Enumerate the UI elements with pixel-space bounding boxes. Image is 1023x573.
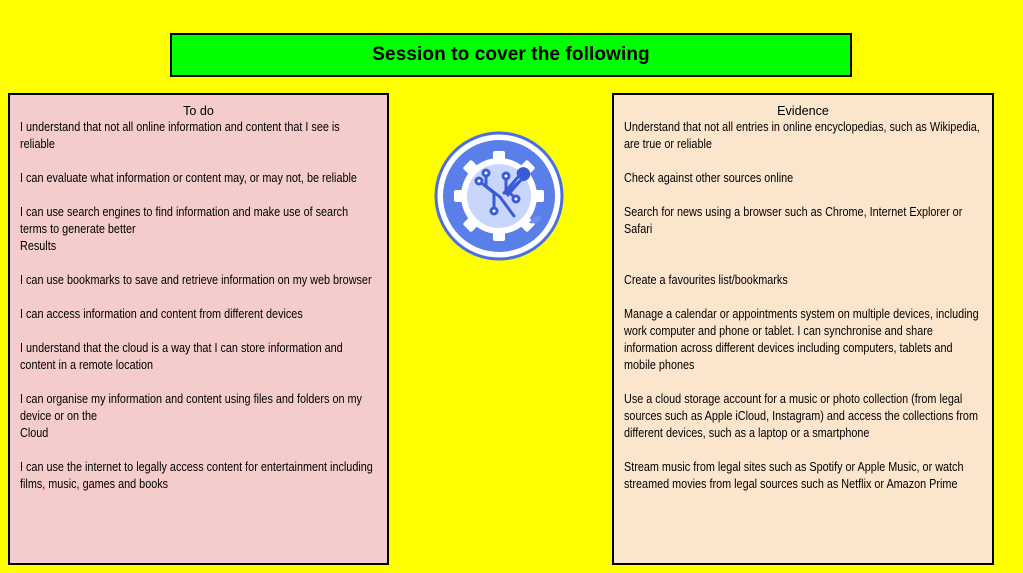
todo-item: I can use bookmarks to save and retrieve information on my web browser	[20, 273, 372, 287]
evidence-panel	[612, 93, 994, 565]
todo-panel	[8, 93, 389, 565]
evidence-heading: Evidence	[777, 104, 829, 118]
digital-skills-gear-icon	[434, 131, 564, 261]
evidence-item: Stream music from legal sites such as Spotify or Apple Music, or watch streamed movies from legal sources such as Netflix or Amazon Prime	[624, 460, 964, 491]
todo-item: I understand that the cloud is a way that I can store information and content in a remote location	[20, 341, 343, 372]
todo-item: I can use search engines to find information and make use of search terms to generate better Results	[20, 205, 349, 253]
todo-item: I can access information and content from different devices	[20, 307, 303, 321]
evidence-item: Manage a calendar or appointments system on multiple devices, including work computer and phone or tablet. I can synchronise and share information across different devices including computers, tablets and mobile phones	[624, 307, 979, 372]
evidence-item: Understand that not all entries in online encyclopedias, such as Wikipedia, are true or reliable	[624, 120, 980, 151]
todo-item: I can organise my information and content using files and folders on my device or on the Cloud	[20, 392, 362, 440]
evidence-item: Use a cloud storage account for a music or photo collection (from legal sources such as Apple iCloud, Instagram) and access the collections from different devices, such as a laptop or a smartphone	[624, 392, 978, 440]
evidence-item: Create a favourites list/bookmarks	[624, 273, 788, 287]
todo-item: I can use the internet to legally access content for entertainment including films, music, games and books	[20, 460, 373, 491]
evidence-item: Search for news using a browser such as Chrome, Internet Explorer or Safari	[624, 205, 963, 236]
todo-item: I can evaluate what information or content may, or may not, be reliable	[20, 171, 357, 185]
todo-heading: To do	[183, 104, 214, 118]
todo-item: I understand that not all online information and content that I see is reliable	[20, 120, 340, 151]
page-title: Session to cover the following	[170, 33, 852, 77]
evidence-item: Check against other sources online	[624, 171, 794, 185]
